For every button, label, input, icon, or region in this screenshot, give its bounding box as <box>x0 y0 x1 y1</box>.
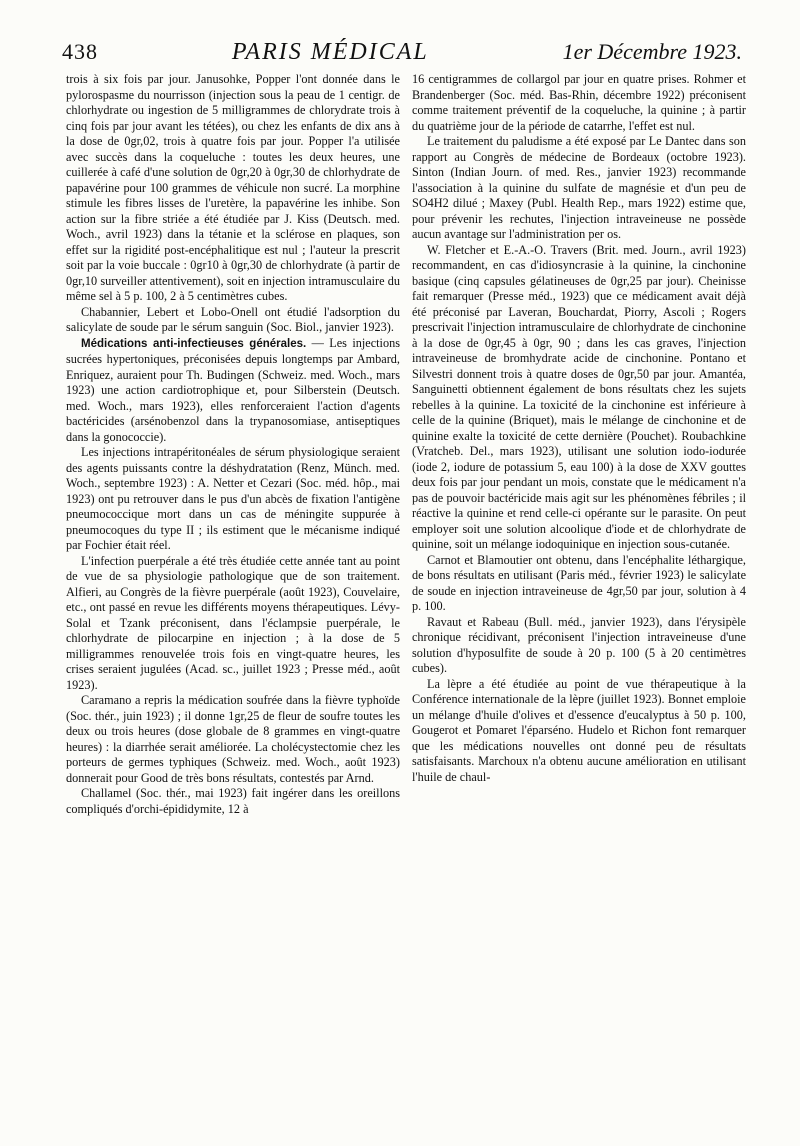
page-header <box>62 36 742 68</box>
page-number: 438 <box>62 39 98 64</box>
journal-title: PARIS MÉDICAL <box>231 38 429 65</box>
paragraph: Le traitement du paludisme a été exposé par Le Dantec dans son rapport au Congrès de médecine de Bordeaux (octobre 1923). Sinton (Indian Journ. of med. Res., janvier 1923) recommande l'association à la quinine du sulfate de magnésie et d'un peu de SO4H2 dilué ; Maxey (Publ. Health Rep., mars 1922) estime que, pour prévenir les rechutes, l'injection intraveineuse ne possède aucun avantage sur l'administration per os. <box>412 134 746 241</box>
paragraph: L'infection puerpérale a été très étudiée cette année tant au point de vue de sa physiologie pathologique que de son traitement. Alfieri, au Congrès de la fièvre puerpérale (août 1923), Couvelaire, etc., ont passé en revue les différents moyens thérapeutiques. Lévy-Solal et Tzank préconisent, dans l'éclampsie puerpérale, le chlorhydrate de pilocarpine en injection ; à la dose de 5 milligrammes renouvelée trois fois en vingt-quatre heures, les crises seraient jugulées (Acad. sc., juillet 1923 ; Presse méd., août 1923). <box>66 553 400 692</box>
section-heading: Médications anti-infectieuses générales. <box>81 337 307 350</box>
paragraph: Les injections intrapéritonéales de sérum physiologique seraient des agents puissants contre la déshydratation (Renz, Münch. med. Woch., septembre 1923) : A. Netter et Cezari (Soc. méd. hôp., mai 1923) ont pu retrouver dans le pus d'un abcès de fixation l'antigène pneumococcique mort dans un cas de méningite suppurée à pneumocoques du type II ; ils estiment que le mécanisme indiqué par Fochier était réel. <box>66 445 400 552</box>
paragraph: Chabannier, Lebert et Lobo-Onell ont étudié l'adsorption du salicylate de soude par le sérum sanguin (Soc. Biol., janvier 1923). <box>66 304 400 334</box>
left-column <box>66 72 400 1138</box>
paragraph: Challamel (Soc. thér., mai 1923) fait ingérer dans les oreillons compliqués d'orchi-épididymite, 12 à <box>66 786 400 816</box>
paragraph: Caramano a repris la médication soufrée dans la fièvre typhoïde (Soc. thér., juin 1923) ; il donne 1gr,25 de fleur de soufre toutes les deux ou trois heures (dose globale de 8 grammes en vingt-quatre heures) : la diarrhée serait améliorée. La cholécystectomie chez les porteurs de germes typhiques (Schweiz. med. Woch., août 1923) donnerait pour Good de très bons résultats, contestés par Arnd. <box>66 693 400 785</box>
paragraph: trois à six fois par jour. Janusohke, Popper l'ont donnée dans le pylorospasme du nourrisson (injection sous la peau de 1 centigr. de chlorhydrate ou ingestion de 5 milligrammes de chlorydrate trois à cinq fois par jour avant les tétées), ou chez les enfants de dix ans à la dose de 0gr,02, trois à quatre fois par jour. Popper l'a utilisée avec succès dans la coqueluche : toutes les deux heures, une cuillerée à café d'une solution de 0gr,20 à 0gr,30 de chlorhydrate de papavérine pour 100 grammes de véhicule non sucré. La morphine stimule les fibres lisses de l'uretère, la papavérine les inhibe. Son action sur la fibre striée a été étudiée par J. Kiss (Deutsch. med. Woch., avril 1923) dans la tétanie et la sclérose en plaques, son effet sur la rigidité post-encéphalitique est nul ; l'auteur la prescrit soit par la voie buccale : 0gr10 à 0gr,30 de chlorhydrate (à partir de 0gr,10 surveiller attentivement), soit en injection intramusculaire du même sel à 5 p. 100, 2 à 5 centimètres cubes. <box>66 72 400 303</box>
paragraph: W. Fletcher et E.-A.-O. Travers (Brit. med. Journ., avril 1923) recommandent, en cas d'idiosyncrasie à la quinine, la cinchonine basique (cinq capsules gélatineuses de 0gr,25 par jour). Cheinisse fait remarquer (Presse méd., 1923) que ce médicament avait déjà été préconisé par Laveran, Bouchardat, Piorry, Ascoli ; Rogers prescrivait l'injection intramusculaire de chlorhydrate de cinchonine à la dose de 0gr,45 à 0gr, 90 ; dans les cas graves, l'injection intraveineuse de bromhydrate acide de cinchonine. Pontano et Silvestri donnent trois à quatre doses de 0gr,50 par jour. Amantéa, Sanguinetti obtiennent également de bons résultats chez les sujets rebelles à la quinine. La toxicité de la cinchonine est inférieure à celle de la quinine (Briquet), mais le mélange de cinchonine et de quinine exalte la toxicité de cette dernière (Pouchet). Roubachkine (Vratcheb. Del., mars 1923), utilisant une solution iodo-iodurée (iode 2, iodure de potassium 5, eau 100) à la dose de XXV gouttes deux fois par jour pendant un mois, constate que le médicament n'a pas de pouvoir bactéricide mais agit sur les phénomènes fébriles ; il réactive la quinine et rend celle-ci opérante sur le parasite. On peut employer soit une solution alcoolique d'iode et de chlorhydrate de quinine, soit un mélange iodoquinique en injection sous-cutanée. <box>412 242 746 551</box>
paragraph: Carnot et Blamoutier ont obtenu, dans l'encéphalite léthargique, de bons résultats en utilisant (Paris méd., février 1923) le salicylate de soude en injection intraveineuse de 4gr,50 par jour, solution à 4 p. 100. <box>412 552 746 613</box>
right-column <box>412 72 746 1138</box>
paragraph: La lèpre a été étudiée au point de vue thérapeutique à la Conférence internationale de la lèpre (juillet 1923). Bonnet emploie un mélange d'huile d'olives et d'essence d'eucalyptus à 50 p. 100, Gougerot et Pomaret l'éparséno. Hudelo et Richon font remarquer que les médications nouvelles ont donné peu de résultats satisfaisants. Marchoux n'a obtenu aucune amélioration en utilisant l'huile de chaul- <box>412 676 746 784</box>
paragraph <box>66 336 400 446</box>
issue-date: 1er Décembre 1923. <box>562 39 742 64</box>
paragraph-text: — Les injections sucrées hypertoniques, préconisées depuis longtemps par Ambard, Enriquez, auraient pour Th. Budingen (Schweiz. med. Woch., mars 1923) une action cardiotrophique et, pour Silberstein (Deutsch. med. Woch., mars 1923), elles renforceraient l'action d'agents bactéricides (arsénobenzol dans la trypanosomiase, antiseptiques dans la gonococcie). <box>66 335 400 444</box>
paragraph: Ravaut et Rabeau (Bull. méd., janvier 1923), dans l'érysipèle chronique récidivant, préconisent l'injection intraveineuse d'une solution d'hyposulfite de soude à 20 p. 100 (5 à 20 centimètres cubes). <box>412 614 746 675</box>
paragraph: 16 centigrammes de collargol par jour en quatre prises. Rohmer et Brandenberger (Soc. méd. Bas-Rhin, décembre 1922) préconisent comme traitement préventif de la coqueluche, la quinine ; à partir du quatrième jour de la période de catarrhe, l'effet est nul. <box>412 72 746 133</box>
